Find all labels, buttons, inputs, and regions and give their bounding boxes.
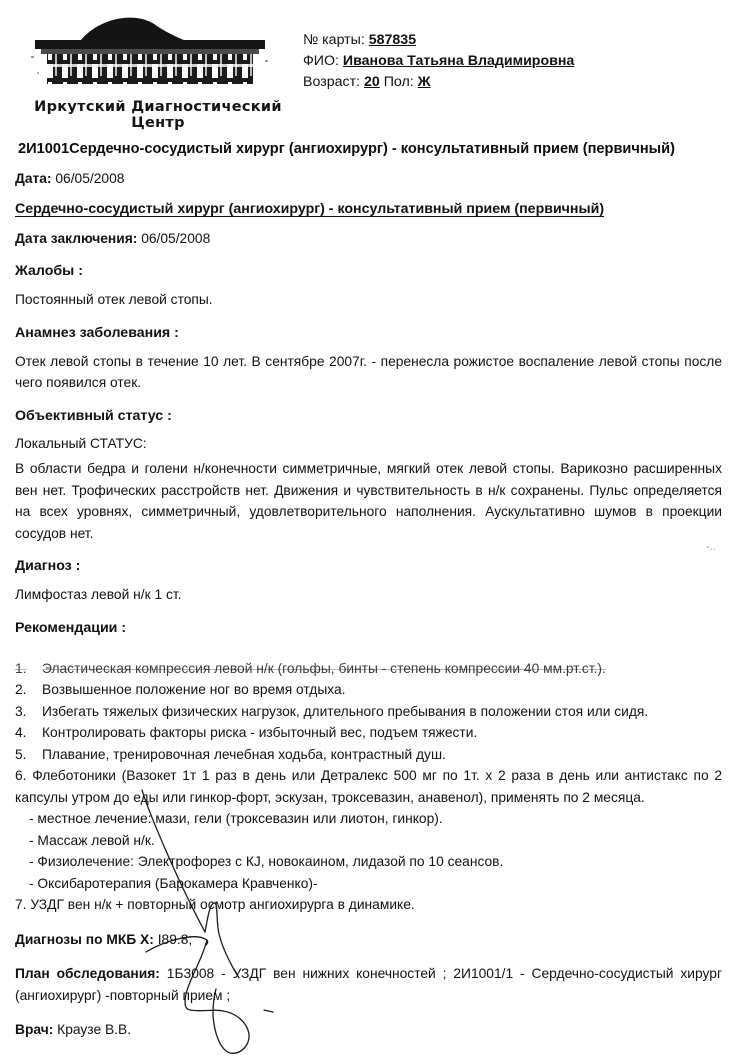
anamnesis-body: Отек левой стопы в течение 10 лет. В сентябре 2007г. - перенесла рожистое воспаление левой стопы после чего появился отек. bbox=[15, 353, 722, 390]
local-status-line: Локальный СТАТУС: bbox=[15, 435, 147, 451]
doctor-label: Врач: bbox=[15, 1022, 54, 1037]
plan-value: 1Б3008 - УЗДГ вен нижних конечностей ; 2И1001/1 - Сердечно-сосудистый хирург (ангиохирург) -повторный прием ; bbox=[15, 966, 722, 1003]
anamnesis-heading: Анамнез заболевания : bbox=[15, 324, 179, 341]
diagnosis-body: Лимфостаз левой н/к 1 ст. bbox=[15, 587, 182, 602]
recommendation-sub-item: - Физиолечение: Электрофорез с КJ, новокаином, лидазой по 10 сеансов. bbox=[29, 854, 504, 869]
diagnosis-heading: Диагноз : bbox=[15, 558, 81, 574]
document-title: 2И1001Сердечно-сосудистый хирург (ангиохирург) - консультативный прием (первичный) bbox=[18, 141, 675, 157]
card-number-value: 587835 bbox=[368, 32, 417, 48]
objective-status-body: В области бедра и голени н/конечности симметричные, мягкий отек левой стопы. Варикозно расширенных вен нет. Трофических расстройств нет. Движения и чувствительность в н/к сохранены. Пульс определяется на всех уровнях, симметричный, удовлетворительного наполнения. Аускультативно шумов в проекции сосудов нет. bbox=[15, 461, 722, 541]
document-header bbox=[15, 12, 722, 131]
recommendation-sub-item: - Оксибаротерапия (Барокамера Кравченко)- bbox=[29, 875, 318, 891]
date-value: 06/05/2008 bbox=[55, 171, 125, 186]
objective-status-heading: Объективный статус : bbox=[15, 407, 172, 424]
doctor-row bbox=[15, 1019, 722, 1041]
card-number-row bbox=[303, 30, 574, 51]
recommendations-heading: Рекомендации : bbox=[15, 619, 127, 636]
clinic-building-icon bbox=[29, 12, 273, 94]
recommendation-item: 6. Флеботоники (Вазокет 1т 1 раз в день или Детралекс 500 мг по 1т. х 2 раза в день или антистакс по 2 капсулы утром до еды или гинкор-форт, эскузан, троксевазин, анавенол), применять по 2 месяца. bbox=[15, 768, 722, 805]
icd-value: I89.8; bbox=[157, 931, 193, 947]
recommendation-item: 1. Эластическая компрессия левой н/к (гольфы, бинты - степень компрессии 40 мм.рт.ст.). bbox=[15, 660, 606, 676]
service-title: Сердечно-сосудистый хирург (ангиохирург) - консультативный прием (первичный) bbox=[15, 201, 605, 217]
plan-label: План обследования: bbox=[15, 966, 160, 981]
age-value: 20 bbox=[363, 74, 380, 90]
recommendations-list bbox=[15, 658, 722, 916]
recommendation-sub-item: - местное лечение: мази, гели (троксевазин или лиотон, гинкор). bbox=[29, 811, 443, 826]
age-sex-row bbox=[303, 72, 574, 93]
recommendation-item: 7. УЗДГ вен н/к + повторный осмотр ангиохирурга в динамике. bbox=[15, 897, 415, 912]
conclusion-date-row bbox=[15, 228, 722, 249]
icd-row bbox=[15, 929, 722, 951]
patient-info bbox=[303, 12, 574, 93]
plan-row bbox=[15, 963, 722, 1006]
doctor-value: Краузе В.В. bbox=[57, 1022, 132, 1037]
recommendation-item: 2. Возвышенное положение ног во время отдыха. bbox=[15, 682, 346, 697]
fio-label: ФИО: bbox=[303, 53, 339, 69]
recommendation-item: 3. Избегать тяжелых физических нагрузок, длительного пребывания в положении стоя или сидя. bbox=[15, 703, 649, 719]
icd-label: Диагнозы по МКБ X: bbox=[15, 931, 154, 947]
sex-value: Ж bbox=[417, 74, 431, 90]
scan-artifact: -.. bbox=[706, 541, 716, 553]
recommendation-item: 5. Плавание, тренировочная лечебная ходьба, контрастный душ. bbox=[15, 746, 446, 762]
date-label: Дата: bbox=[15, 171, 52, 186]
complaints-heading: Жалобы : bbox=[15, 263, 83, 279]
conclusion-date-value: 06/05/2008 bbox=[141, 231, 211, 246]
clinic-logo bbox=[29, 12, 287, 131]
patient-name-row bbox=[303, 51, 574, 72]
conclusion-date-label: Дата заключения: bbox=[15, 231, 138, 246]
recommendation-item: 4. Контролировать факторы риска - избыточный вес, подъем тяжести. bbox=[15, 725, 478, 740]
card-number-label: № карты: bbox=[303, 32, 365, 48]
date-row bbox=[15, 168, 722, 189]
recommendation-sub-item: - Массаж левой н/к. bbox=[29, 832, 155, 848]
sex-label: Пол: bbox=[383, 74, 414, 90]
fio-value: Иванова Татьяна Владимировна bbox=[342, 53, 575, 69]
age-label: Возраст: bbox=[303, 74, 361, 90]
clinic-name: Иркутский Диагностический Центр bbox=[34, 99, 282, 131]
complaints-body: Постоянный отек левой стопы. bbox=[15, 292, 213, 307]
